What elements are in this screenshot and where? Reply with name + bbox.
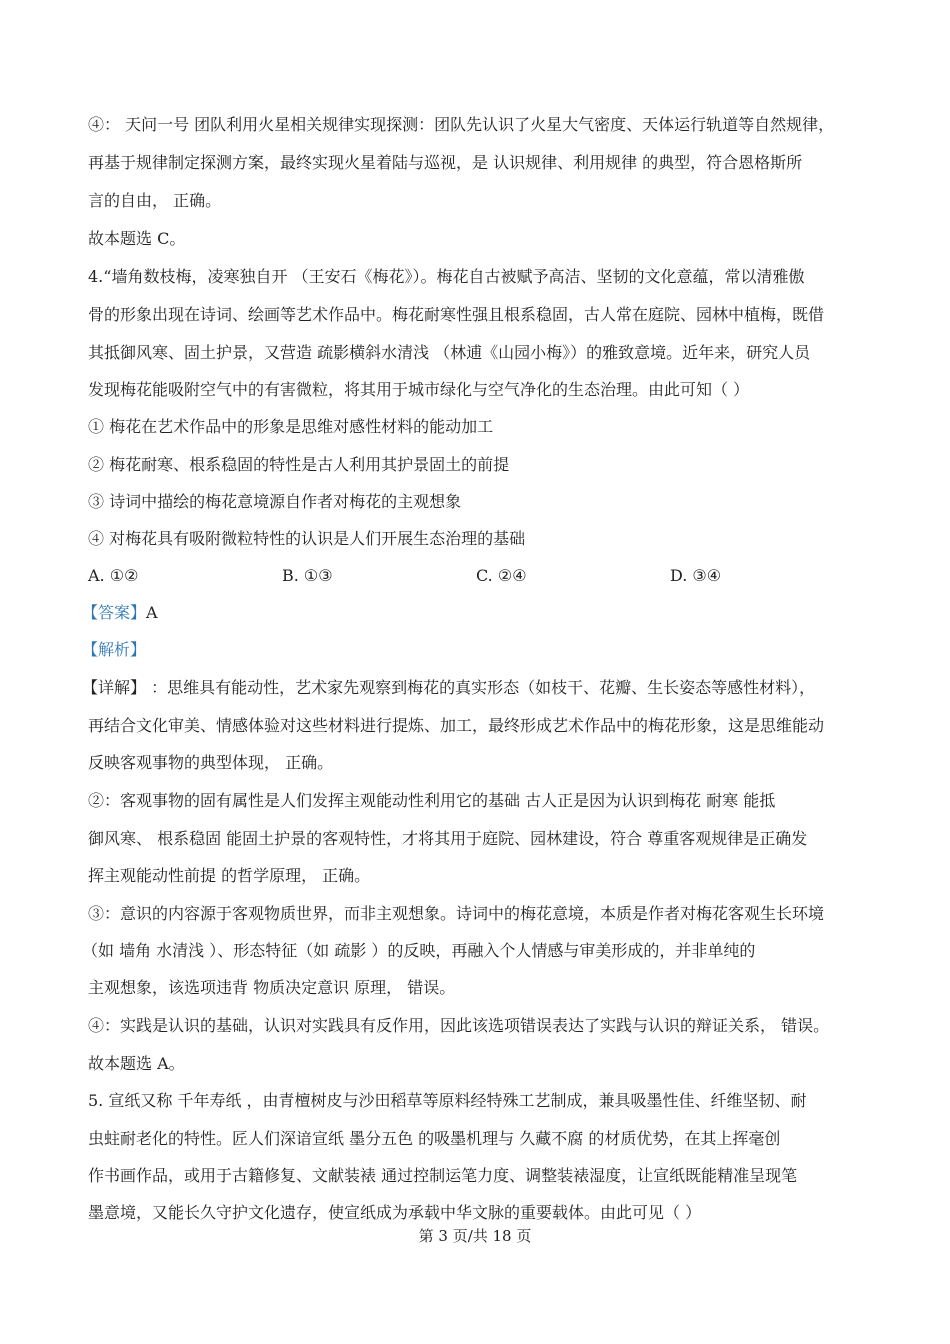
question-4-line: 4.“墙角数枝梅，凌寒独自开 （王安石《梅花》）。梅花自古被赋予高洁、坚韧的文化意蕴，常以清雅傲 <box>88 267 805 286</box>
text-line: ②：客观事物的固有属性是人们发挥主观能动性利用它的基础 古人正是因为认识到梅花 耐寒 能抵 <box>88 791 776 810</box>
text-line: 言的自由， 正确。 <box>88 191 222 210</box>
answer-line <box>82 603 158 623</box>
text-line: 故本题选 C。 <box>88 229 186 248</box>
option-b: B. ①③ <box>282 566 333 585</box>
text-line: 御风寒、 根系稳固 能固土护景的客观特性，才将其用于庭院、园林建设，符合 尊重客观规律是正确发 <box>88 829 808 848</box>
text-line: ③：意识的内容源于客观物质世界，而非主观想象。诗词中的梅花意境，本质是作者对梅花客观生长环境 <box>88 904 825 923</box>
text-line: 再基于规律制定探测方案，最终实现火星着陆与巡视，是 认识规律、利用规律 的典型，符合恩格斯所 <box>88 153 803 172</box>
option-c: C. ②④ <box>476 566 527 585</box>
answer-label: 【答案】 <box>82 603 147 622</box>
statement-3: ③ 诗词中描绘的梅花意境源自作者对梅花的主观想象 <box>88 492 462 511</box>
question-5-line: 5. 宣纸又称 千年寿纸 ，由青檀树皮与沙田稻草等原料经特殊工艺制成，兼具吸墨性佳、纤维坚韧、耐 <box>88 1091 807 1110</box>
text-line: 故本题选 A。 <box>88 1054 185 1073</box>
text-line: ④：实践是认识的基础，认识对实践具有反作用，因此该选项错误表达了实践与认识的辩证关系， 错误。 <box>88 1016 830 1035</box>
answer-value: A <box>146 603 158 622</box>
text-line: 发现梅花能吸附空气中的有害微粒，将其用于城市绿化与空气净化的生态治理。由此可知（ ） <box>88 380 750 399</box>
text-line: ④： 天问一号 团队利用火星相关规律实现探测：团队先认识了火星大气密度、天体运行轨道等自然规律， <box>88 115 835 134</box>
text-line: 骨的形象出现在诗词、绘画等艺术作品中。梅花耐寒性强且根系稳固，古人常在庭院、园林中植梅，既借 <box>88 305 825 324</box>
statement-4: ④ 对梅花具有吸附微粒特性的认识是人们开展生态治理的基础 <box>88 529 526 548</box>
text-line: 再结合文化审美、情感体验对这些材料进行提炼、加工，最终形成艺术作品中的梅花形象，这是思维能动 <box>88 716 825 735</box>
option-d: D. ③④ <box>670 566 722 585</box>
text-line: （如 墙角 水清浅 ）、形态特征（如 疏影 ）的反映，再融入个人情感与审美形成的，并非单纯的 <box>82 941 756 960</box>
page-footer: 第 3 页/共 18 页 <box>418 1227 532 1245</box>
detail-line <box>82 678 815 698</box>
option-a: A. ①② <box>88 566 139 585</box>
statement-2: ② 梅花耐寒、根系稳固的特性是古人利用其护景固土的前提 <box>88 455 510 474</box>
analysis-label: 【解析】 <box>82 640 147 659</box>
text-line: 作书画作品，或用于古籍修复、文献装裱 通过控制运笔力度、调整装裱湿度，让宣纸既能精准呈现笔 <box>88 1166 798 1185</box>
text-line: 其抵御风寒、固土护景，又营造 疏影横斜水清浅 （林逋《山园小梅》）的雅致意境。近年来，研究人员 <box>88 343 811 362</box>
statement-1: ① 梅花在艺术作品中的形象是思维对感性材料的能动加工 <box>88 417 494 436</box>
text-line: 墨意境，又能长久守护文化遗存，使宣纸成为承载中华文脉的重要载体。由此可见（ ） <box>88 1203 702 1222</box>
text-line: 反映客观事物的典型体现， 正确。 <box>88 753 334 772</box>
detail-label: 【详解】 <box>82 678 147 697</box>
text-line: 主观想象，该选项违背 物质决定意识 原理， 错误。 <box>88 978 456 997</box>
text-line: 虫蛀耐老化的特性。匠人们深谙宣纸 墨分五色 的吸墨机理与 久藏不腐 的材质优势，在其上挥毫创 <box>88 1129 781 1148</box>
text-line: 挥主观能动性前提 的哲学原理， 正确。 <box>88 866 371 885</box>
detail-text: ：思维具有能动性，艺术家先观察到梅花的真实形态（如枝干、花瓣、生长姿态等感性材料）， <box>146 678 816 697</box>
